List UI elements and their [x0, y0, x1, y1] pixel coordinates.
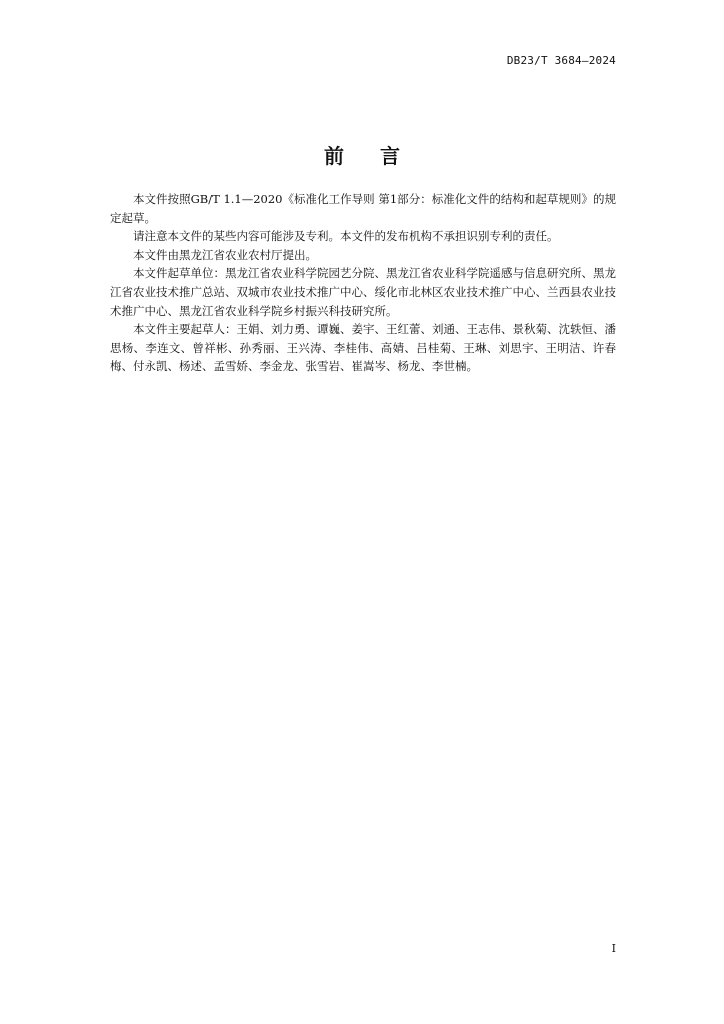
paragraph-proposer: 本文件由黑龙江省农业农村厅提出。	[133, 247, 317, 262]
paragraph-drafting-rules: 本文件按照GB/T 1.1—2020《标准化工作导则 第1部分：标准化文件的结构和起草规则》的规定起草。	[110, 192, 616, 225]
page-number: I	[611, 942, 616, 955]
foreword-body	[110, 190, 616, 376]
page-title: 前言	[324, 144, 436, 168]
standard-code: DB23/T 3684—2024	[506, 54, 616, 67]
paragraph-drafting-units: 本文件起草单位：黑龙江省农业科学院园艺分院、黑龙江省农业科学院遥感与信息研究所、黑龙江省农业技术推广总站、双城市农业技术推广中心、绥化市北林区农业技术推广中心、兰西县农业技术推广中心、黑龙江省农业科学院乡村振兴科技研究所。	[110, 266, 616, 318]
paragraph-patent-notice: 请注意本文件的某些内容可能涉及专利。本文件的发布机构不承担识别专利的责任。	[133, 229, 559, 244]
paragraph-main-drafters: 本文件主要起草人：王娟、刘力勇、谭巍、姜宇、王红蕾、刘通、王志伟、景秋菊、沈轶恒、潘思杨、李连文、曾祥彬、孙秀丽、王兴涛、李桂伟、高婧、吕桂菊、王琳、刘思宇、王明洁、许春梅、付永凯、杨述、孟雪娇、李金龙、张雪岩、崔嵩岑、杨龙、李世楠。	[110, 322, 616, 374]
